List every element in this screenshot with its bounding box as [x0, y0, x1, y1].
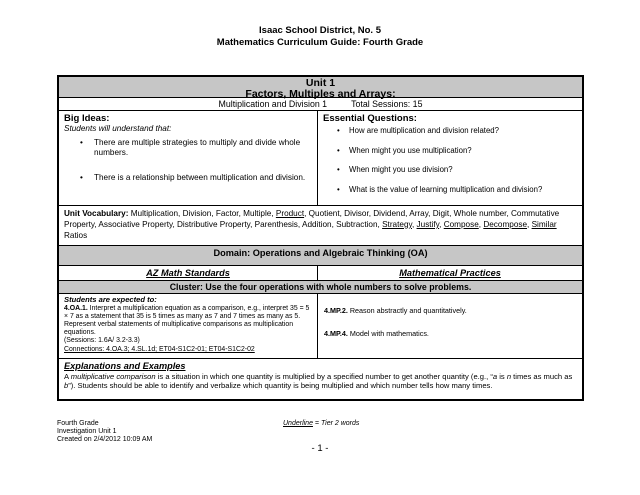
document-header	[0, 25, 640, 49]
footer-grade: Fourth Grade	[57, 420, 99, 427]
essential-question-text: When might you use division?	[349, 165, 453, 174]
bullet-icon: •	[80, 138, 83, 147]
essential-question-item	[337, 126, 577, 136]
bullet-icon: •	[80, 173, 83, 182]
footer-created: Created on 2/4/2012 10:09 AM	[57, 436, 153, 444]
ideas-questions-row	[59, 111, 582, 206]
district-title: Isaac School District, No. 5	[259, 25, 381, 36]
domain-row	[59, 246, 582, 266]
practices-cell	[318, 294, 582, 358]
standard-4oa1-text: 4.OA.1. Interpret a multiplication equation as a comparison, e.g., interpret 35 = 5 × 7 as a statement that 35 is 5 times as many as 7 and 7 times as many as 5. Represent verbal statements of multiplicative comparisons as multiplication equations.	[64, 304, 310, 337]
big-ideas-heading: Big Ideas:	[64, 113, 110, 124]
standards-cell	[59, 294, 318, 358]
footer-info	[57, 420, 152, 445]
unit-header-row	[59, 77, 582, 98]
big-ideas-intro: Students will understand that:	[64, 124, 172, 133]
big-ideas-cell	[59, 111, 318, 205]
explanations-heading: Explanations and Examples	[64, 361, 186, 371]
essential-questions-cell	[318, 111, 582, 205]
standard-connections: Connections: 4.OA.3; 4.SL.1d; ET04-S1C2-01; ET04-S1C2-02	[64, 345, 255, 353]
essential-question-text: When might you use multiplication?	[349, 145, 472, 155]
essential-question-item	[337, 165, 577, 175]
essential-question-item	[337, 185, 577, 195]
curriculum-table	[57, 75, 584, 401]
unit-vocabulary-row	[59, 206, 582, 246]
practices-column-header: Mathematical Practices	[399, 268, 501, 278]
cluster-row	[59, 281, 582, 294]
essential-question-text: What is the value of learning multiplication and division?	[349, 184, 543, 194]
unit-name: Factors, Multiples and Arrays:	[245, 88, 396, 100]
big-idea-item	[80, 138, 312, 157]
standards-intro: Students are expected to:	[64, 295, 157, 304]
explanations-row	[59, 359, 582, 399]
essential-questions-heading: Essential Questions:	[323, 113, 417, 124]
unit-title: Unit 1	[305, 77, 336, 89]
explanations-body: A multiplicative comparison is a situation in which one quantity is multiplied by a specified number to get another quantity (e.g., “a is n times as much as b”). Students should be able to identify and verbalize which quantity is being multiplied and which number tells how many times.	[64, 372, 573, 391]
big-idea-text: There is a relationship between multiplication and division.	[94, 173, 306, 182]
essential-question-text: How are multiplication and division related?	[349, 126, 499, 135]
footer-unit: Investigation Unit 1	[57, 428, 117, 436]
practice-item: 4.MP.4. Model with mathematics.	[324, 329, 429, 339]
essential-question-item	[337, 146, 577, 156]
bullet-icon: •	[337, 165, 340, 174]
unit-strand: Multiplication and Division 1	[218, 99, 328, 109]
unit-subtitle-row	[59, 98, 582, 111]
bullet-icon: •	[337, 145, 340, 155]
unit-vocabulary-text: Unit Vocabulary: Multiplication, Division, Factor, Multiple, Product, Quotient, Divisor, Dividend, Array, Digit, Whole number, Commutative Property, Associative Property, Distributive Property, Parenthesis, Addition, Subtraction, Strategy, Justify, Compose, Decompose, Similar Ratios	[64, 209, 560, 240]
big-idea-item	[80, 173, 312, 183]
big-idea-text: There are multiple strategies to multiply and divide whole numbers.	[94, 138, 301, 157]
guide-title: Mathematics Curriculum Guide: Fourth Grade	[216, 37, 424, 48]
standards-practices-row	[59, 294, 582, 359]
domain-label: Domain: Operations and Algebraic Thinking (OA)	[213, 248, 428, 258]
tier2-legend: Underline = Tier 2 words	[283, 420, 360, 427]
cluster-label: Cluster: Use the four operations with whole numbers to solve problems.	[169, 282, 472, 292]
bullet-icon: •	[337, 184, 340, 194]
standard-sessions: (Sessions: 1.6A/ 3.2-3.3)	[64, 337, 140, 345]
unit-sessions: Total Sessions: 15	[351, 99, 423, 109]
page-number: - 1 -	[311, 443, 329, 454]
bullet-icon: •	[337, 126, 340, 135]
column-headers-row	[59, 266, 582, 281]
standards-column-header: AZ Math Standards	[59, 266, 318, 280]
practice-item: 4.MP.2. Reason abstractly and quantitatively.	[324, 306, 467, 315]
